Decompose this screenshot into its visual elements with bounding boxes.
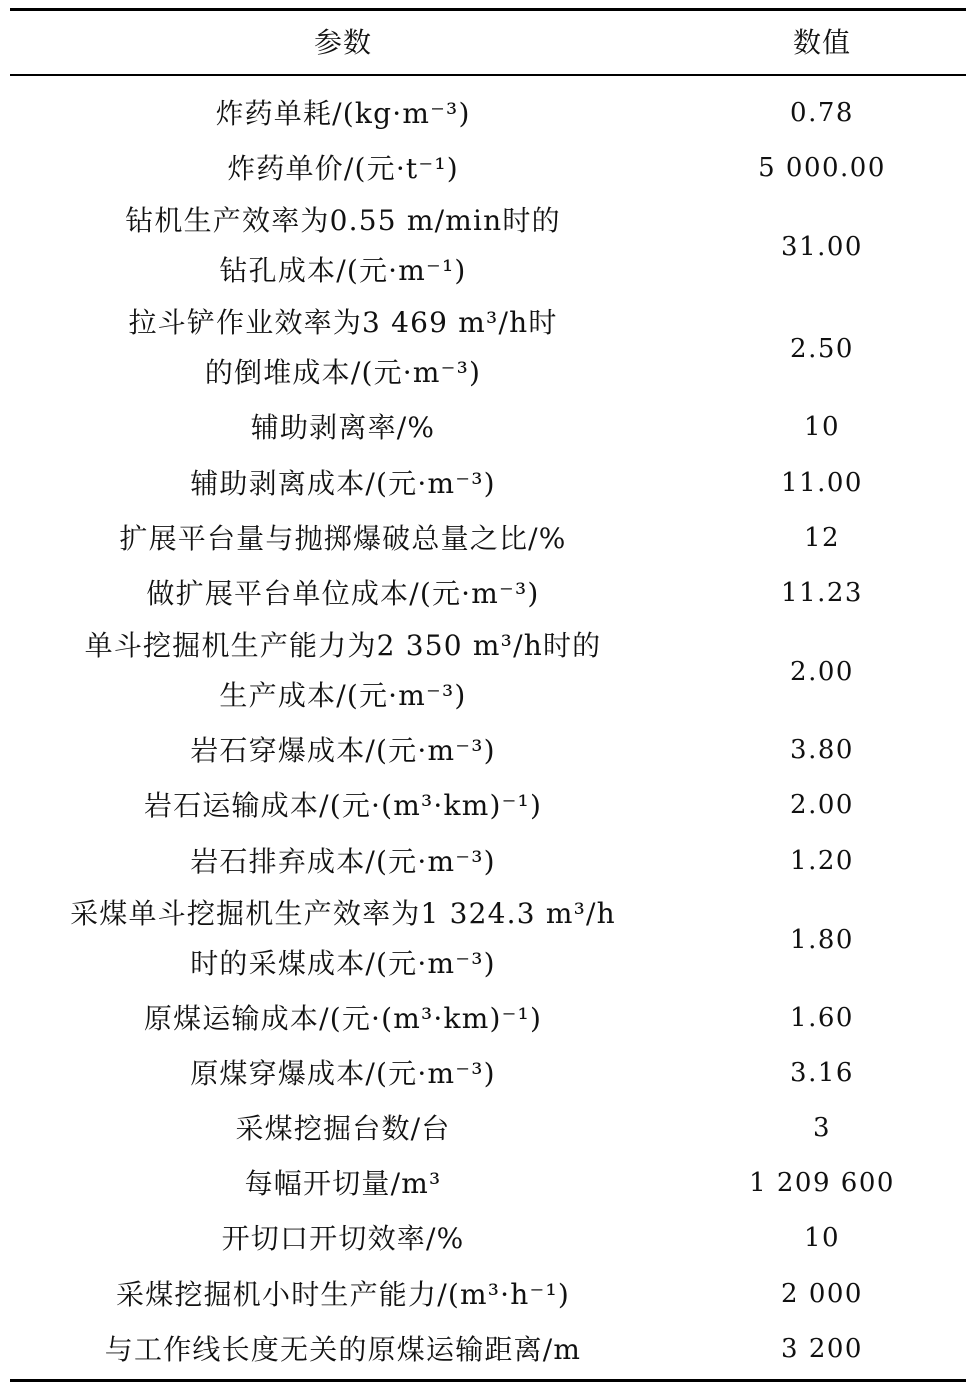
row-param bbox=[36, 456, 650, 511]
row-param bbox=[36, 400, 650, 455]
row-param-line: 做扩展平台单位成本/(元·m⁻³) bbox=[146, 576, 540, 610]
row-param-line: 采煤单斗挖掘机生产效率为1 324.3 m³/h bbox=[70, 896, 616, 930]
table-row bbox=[0, 1101, 976, 1156]
row-param-line: 岩石运输成本/(元·(m³·km)⁻¹) bbox=[143, 789, 543, 823]
row-param-line: 岩石排弃成本/(元·m⁻³) bbox=[190, 844, 496, 878]
table-row bbox=[0, 1046, 976, 1101]
row-value: 11.00 bbox=[781, 467, 863, 498]
row-param-line: 炸药单价/(元·t⁻¹) bbox=[227, 152, 459, 186]
row-param bbox=[36, 196, 650, 298]
table-header bbox=[0, 11, 976, 74]
table-row bbox=[0, 86, 976, 141]
row-param-line: 与工作线长度无关的原煤运输距离/m bbox=[104, 1332, 582, 1366]
row-param-line: 采煤挖掘机小时生产能力/(m³·h⁻¹) bbox=[116, 1277, 570, 1311]
row-param-line: 原煤穿爆成本/(元·m⁻³) bbox=[190, 1056, 496, 1090]
table-row bbox=[0, 723, 976, 778]
row-param-line: 时的采煤成本/(元·m⁻³) bbox=[190, 946, 496, 980]
row-value: 1 209 600 bbox=[749, 1168, 895, 1199]
table-row bbox=[0, 1267, 976, 1322]
row-value: 31.00 bbox=[781, 232, 863, 263]
row-param bbox=[36, 298, 650, 400]
row-value: 2.00 bbox=[790, 657, 854, 688]
row-param bbox=[36, 1322, 650, 1377]
row-param bbox=[36, 621, 650, 723]
row-param bbox=[36, 991, 650, 1046]
table-row bbox=[0, 834, 976, 889]
table-row bbox=[0, 566, 976, 621]
row-param-line: 拉斗铲作业效率为3 469 m³/h时 bbox=[128, 306, 558, 340]
table-row bbox=[0, 1322, 976, 1377]
row-param-line: 开切口开切效率/% bbox=[221, 1222, 465, 1256]
row-param-line: 炸药单耗/(kg·m⁻³) bbox=[215, 97, 471, 130]
table-row bbox=[0, 1156, 976, 1211]
table-row bbox=[0, 778, 976, 833]
table-body bbox=[0, 86, 976, 1377]
row-value: 5 000.00 bbox=[758, 153, 886, 184]
row-param bbox=[36, 86, 650, 141]
table-row bbox=[0, 456, 976, 511]
row-param bbox=[36, 141, 650, 196]
row-param-line: 的倒堆成本/(元·m⁻³) bbox=[204, 356, 482, 390]
table-row bbox=[0, 141, 976, 196]
row-param bbox=[36, 1211, 650, 1266]
table-row bbox=[0, 196, 976, 298]
row-value: 12 bbox=[803, 522, 841, 553]
table-row bbox=[0, 1211, 976, 1266]
table-bottom-rule bbox=[10, 1379, 966, 1382]
row-value: 3 200 bbox=[781, 1333, 863, 1364]
row-param bbox=[36, 834, 650, 889]
row-value: 0.78 bbox=[790, 98, 854, 128]
row-value: 1.60 bbox=[790, 1002, 854, 1033]
table-row bbox=[0, 511, 976, 566]
row-param bbox=[36, 723, 650, 778]
row-param-line: 生产成本/(元·m⁻³) bbox=[219, 679, 467, 713]
row-value: 1.20 bbox=[790, 845, 854, 876]
row-param-line: 辅助剥离率/% bbox=[250, 411, 436, 445]
table-row bbox=[0, 400, 976, 455]
table-row bbox=[0, 991, 976, 1046]
row-value: 1.80 bbox=[790, 924, 854, 955]
row-param bbox=[36, 511, 650, 566]
table-row bbox=[0, 621, 976, 723]
row-param bbox=[36, 1156, 650, 1211]
header-param: 参数 bbox=[313, 26, 372, 59]
row-value: 3.80 bbox=[790, 735, 854, 766]
row-param-line: 采煤挖掘台数/台 bbox=[235, 1112, 451, 1146]
row-param bbox=[36, 889, 650, 991]
row-param-line: 每幅开切量/m³ bbox=[244, 1167, 442, 1201]
row-param-line: 钻机生产效率为0.55 m/min时的 bbox=[125, 204, 561, 238]
row-value: 10 bbox=[803, 412, 841, 443]
table-row bbox=[0, 889, 976, 991]
header-value: 数值 bbox=[792, 26, 851, 59]
row-param-line: 辅助剥离成本/(元·m⁻³) bbox=[190, 466, 496, 500]
row-value: 11.23 bbox=[781, 577, 863, 608]
row-value: 2 000 bbox=[781, 1278, 863, 1309]
row-param bbox=[36, 1101, 650, 1156]
row-param bbox=[36, 566, 650, 621]
row-param-line: 单斗挖掘机生产能力为2 350 m³/h时的 bbox=[84, 629, 602, 663]
row-param-line: 扩展平台量与抛掷爆破总量之比/% bbox=[119, 521, 567, 555]
row-param-line: 原煤运输成本/(元·(m³·km)⁻¹) bbox=[143, 1001, 543, 1035]
row-value: 3 bbox=[812, 1113, 832, 1144]
row-value: 3.16 bbox=[790, 1057, 854, 1088]
row-param bbox=[36, 1267, 650, 1322]
row-param-line: 钻孔成本/(元·m⁻¹) bbox=[219, 254, 467, 288]
row-value: 2.50 bbox=[790, 334, 854, 365]
row-param bbox=[36, 1046, 650, 1101]
row-value: 2.00 bbox=[790, 790, 854, 821]
table-row bbox=[0, 298, 976, 400]
row-param-line: 岩石穿爆成本/(元·m⁻³) bbox=[190, 734, 496, 768]
row-param bbox=[36, 778, 650, 833]
table-header-rule bbox=[10, 74, 966, 76]
row-value: 10 bbox=[803, 1223, 841, 1254]
